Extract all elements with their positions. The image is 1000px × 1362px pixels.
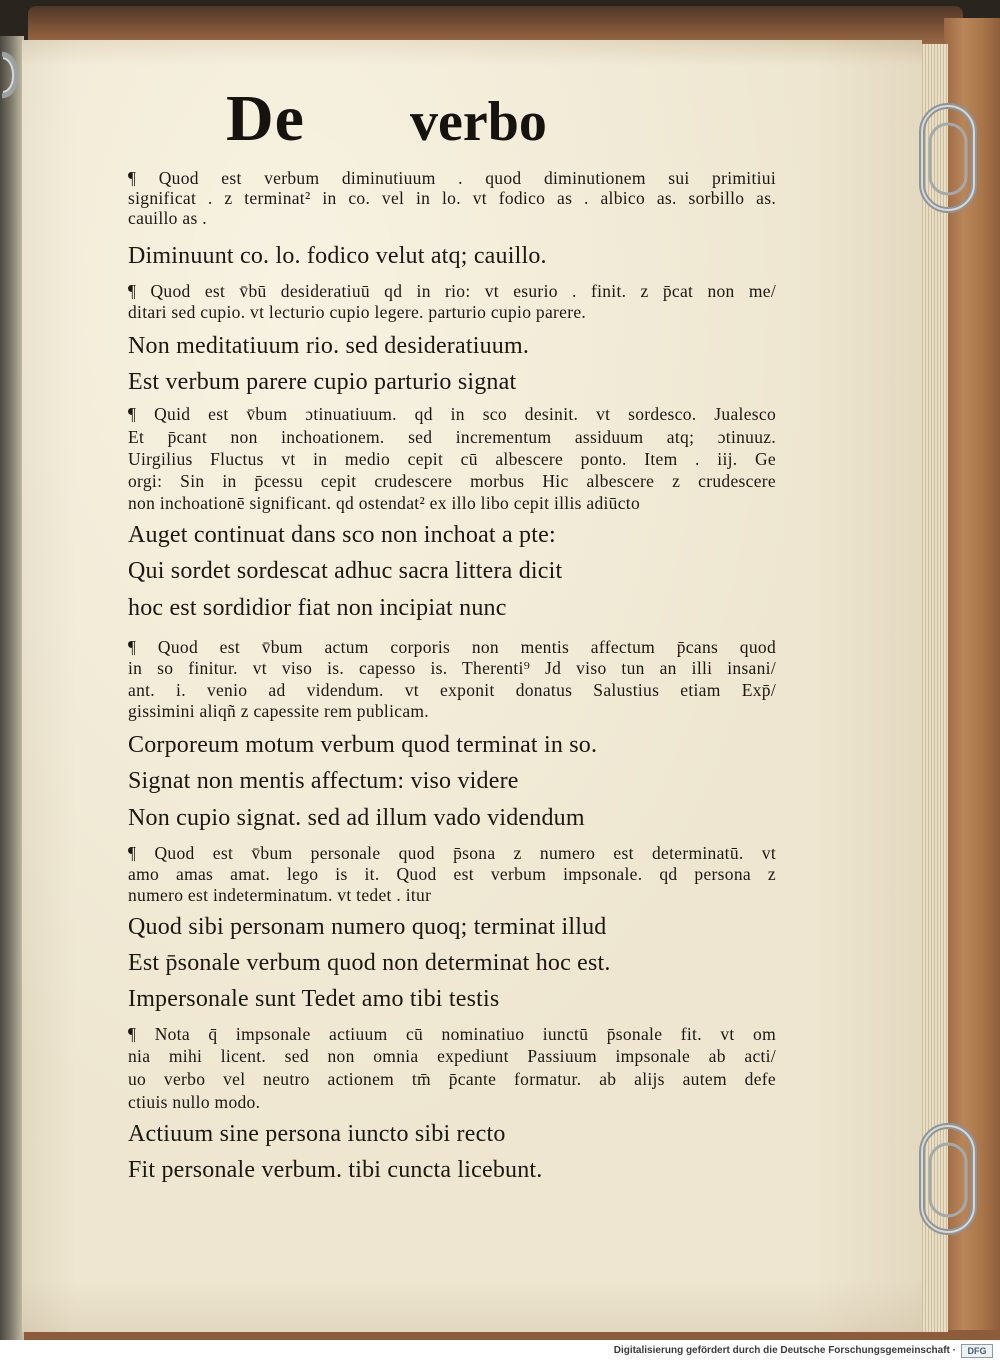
verse-line: hoc est sordidior fiat non incipiat nunc (128, 595, 507, 621)
text-line: in so finitur. vt viso is. capesso is. Therenti⁹ Jd viso tun an illi insani/ (128, 658, 776, 678)
text-line: gissimini aliqñ z capessite rem publicam. (128, 701, 429, 721)
text-line: cauillo as . (128, 208, 207, 228)
verse-line: Non meditatiuum rio. sed desideratiuum. (128, 333, 530, 359)
text-line: uo verbo vel neutro actionem tm̄ p̄cante formatur. ab alijs autem defe (128, 1069, 776, 1089)
verse-line: Non cupio signat. sed ad illum vado videndum (128, 805, 585, 831)
text-line: ¶ Quod est v̄bū desideratiuū qd in rio: vt esurio . finit. z p̄cat non me/ (128, 281, 776, 301)
running-head-right: verbo (410, 91, 547, 153)
funding-credit: Digitalisierung gefördert durch die Deutsche Forschungsgemeinschaft · (613, 1345, 956, 1356)
text-line: ¶ Quod est v̄bum personale quod p̄sona z numero est determinatū. vt (128, 843, 776, 863)
verse-line: Qui sordet sordescat adhuc sacra littera dicit (128, 558, 563, 584)
text-line: orgi: Sin in p̄cessu cepit crudescere morbus Hic albescere z crudescere (128, 471, 776, 491)
running-head-left: De (226, 82, 305, 155)
text-line: ¶ Quod est verbum diminutiuum . quod diminutionem sui primitiui (128, 168, 776, 188)
verse-line: Impersonale sunt Tedet amo tibi testis (128, 986, 500, 1012)
text-line: ¶ Nota q̄ impsonale actiuum cū nominatiuo iunctū p̄sonale fit. vt om (128, 1024, 776, 1044)
verse-line: Signat non mentis affectum: viso videre (128, 768, 519, 794)
text-line: ant. i. venio ad videndum. vt exponit donatus Salustius etiam Exp̄/ (128, 680, 776, 700)
dfg-logo: DFG (961, 1344, 993, 1358)
text-line: significat . z terminat² in co. vel in lo. vt fodico as . albico as. sorbillo as. (128, 188, 776, 208)
text-line: numero est indeterminatum. vt tedet . itur (128, 885, 432, 905)
verse-line: Diminuunt co. lo. fodico velut atq; cauillo. (128, 243, 547, 269)
verse-line: Actiuum sine persona iuncto sibi recto (128, 1121, 506, 1147)
verse-line: Est verbum parere cupio parturio signat (128, 369, 517, 395)
verse-line: Est p̄sonale verbum quod non determinat hoc est. (128, 950, 611, 976)
digitization-footer (0, 1340, 1000, 1362)
text-line: ditari sed cupio. vt lecturio cupio legere. parturio cupio parere. (128, 302, 587, 322)
verse-line: Auget continuat dans sco non inchoat a pte: (128, 522, 556, 548)
text-line: ctiuis nullo modo. (128, 1092, 261, 1112)
text-line: Et p̄cant non inchoationem. sed incrementum assiduum atq; ɔtinuuz. (128, 427, 776, 447)
text-line: non inchoationē significant. qd ostendat² ex illo libo cepit illis adiūcto (128, 493, 641, 513)
text-line: nia mihi licent. sed non omnia expediunt Passiuum impsonale ab acti/ (128, 1046, 776, 1066)
verse-line: Fit personale verbum. tibi cuncta licebunt. (128, 1157, 543, 1183)
verse-line: Quod sibi personam numero quoq; terminat illud (128, 914, 607, 940)
text-line: Uirgilius Fluctus vt in medio cepit cū albescere ponto. Item . iij. Ge (128, 449, 776, 469)
verse-line: Corporeum motum verbum quod terminat in so. (128, 732, 598, 758)
text-line: amo amas amat. lego is it. Quod est verbum impsonale. qd persona z (128, 864, 776, 884)
text-line: ¶ Quod est v̄bum actum corporis non mentis affectum p̄cans quod (128, 637, 776, 657)
text-line: ¶ Quid est v̄bum ɔtinuatiuum. qd in sco desinit. vt sordesco. Jualesco (128, 404, 776, 424)
